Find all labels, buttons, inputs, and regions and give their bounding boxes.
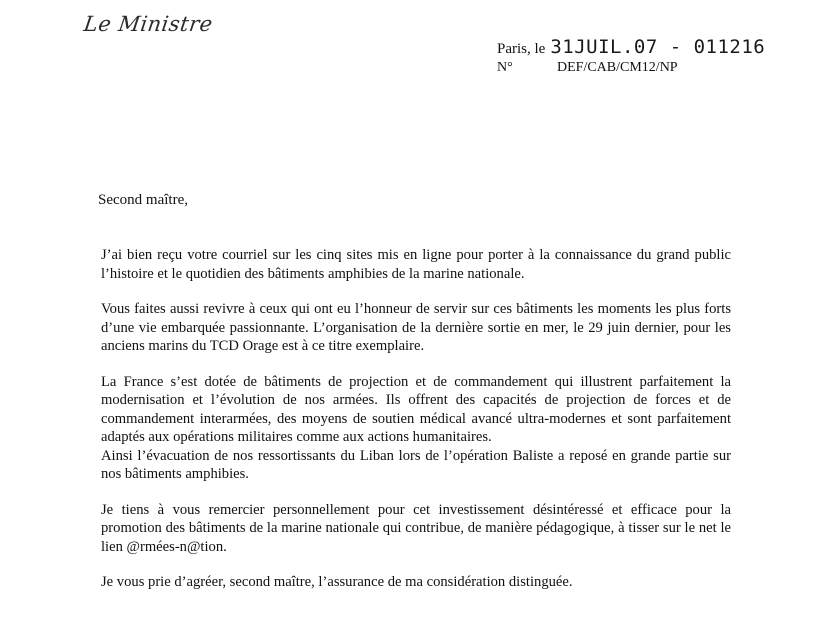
paragraph-liban: Ainsi l’évacuation de nos ressortissants du Liban lors de l’opération Baliste a reposé en grande partie sur nos bâtiments amphibies. [101,447,731,482]
letter-body [101,246,731,609]
paragraph-projection: La France s’est dotée de bâtiments de projection et de commandement qui illustrent parfaitement la modernisation et l’évolution de nos armées. Ils offrent des capacités de projection de forces et de commandement interarmées, des moyens de soutien médical avancé ultra-modernes et sont parfaitement adaptés aux opérations militaires comme aux actions humanitaires. [101,373,731,445]
paragraph-courriel: J’ai bien reçu votre courriel sur les cinq sites mis en ligne pour porter à la connaissance du grand public l’histoire et le quotidien des bâtiments amphibies de la marine nationale. [101,247,731,282]
date-reference-stamp: 31JUIL.07 - 011216 [550,36,766,58]
place-label: Paris, le [497,41,546,57]
place-date-line [497,36,765,58]
reference-line [497,60,678,76]
reference-label: N° [497,60,513,75]
paragraph-closing: Je vous prie d’agréer, second maître, l’assurance de ma considération distinguée. [101,574,573,590]
paragraph-revivre: Vous faites aussi revivre à ceux qui ont eu l’honneur de servir sur ces bâtiments les moments les plus forts d’une vie embarquée passionnante. L’organisation de la dernière sortie en mer, le 29 juin dernier, pour les anciens marins du TCD Orage est à ce titre exemplaire. [101,301,731,354]
salutation: Second maître, [98,192,188,208]
letterhead-title: Le Ministre [82,12,215,36]
reference-number: DEF/CAB/CM12/NP [557,60,678,75]
paragraph-remerciements: Je tiens à vous remercier personnellement pour cet investissement désintéressé et efficace pour la promotion des bâtiments de la marine nationale qui contribue, de manière pédagogique, à tisser sur le net le lien @rmées-n@tion. [101,501,731,555]
